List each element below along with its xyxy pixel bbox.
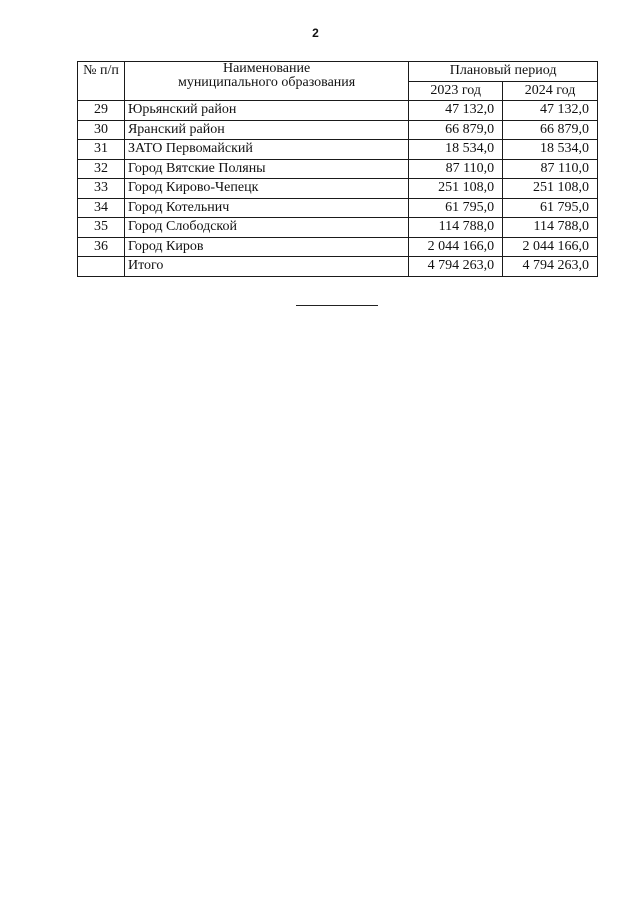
value-2024: 47 132,0 <box>503 101 598 121</box>
value-2024: 87 110,0 <box>503 159 598 179</box>
column-header-2023: 2023 год <box>409 81 503 101</box>
column-header-name-line1: Наименование <box>222 61 311 76</box>
municipality-name: Город Кирово-Чепецк <box>124 179 408 199</box>
value-2024: 66 879,0 <box>503 120 598 140</box>
row-number: 36 <box>78 237 125 257</box>
value-2023: 47 132,0 <box>409 101 503 121</box>
value-2024: 61 795,0 <box>503 198 598 218</box>
total-2024: 4 794 263,0 <box>503 257 598 277</box>
table-row <box>78 218 598 238</box>
column-header-name-line2: муниципального образования <box>177 75 356 90</box>
table-row <box>78 120 598 140</box>
row-number: 29 <box>78 101 125 121</box>
column-header-number: № п/п <box>78 62 125 101</box>
table-row <box>78 140 598 160</box>
value-2024: 114 788,0 <box>503 218 598 238</box>
municipality-name: Город Вятские Поляны <box>124 159 408 179</box>
municipality-name: Город Котельнич <box>124 198 408 218</box>
table-row <box>78 237 598 257</box>
value-2024: 251 108,0 <box>503 179 598 199</box>
total-label: Итого <box>124 257 408 277</box>
total-2023: 4 794 263,0 <box>409 257 503 277</box>
row-number: 30 <box>78 120 125 140</box>
value-2023: 114 788,0 <box>409 218 503 238</box>
value-2023: 87 110,0 <box>409 159 503 179</box>
total-row <box>78 257 598 277</box>
page-number: 2 <box>312 26 319 40</box>
municipality-name: Яранский район <box>124 120 408 140</box>
column-header-2024: 2024 год <box>503 81 598 101</box>
municipality-name: Город Слободской <box>124 218 408 238</box>
municipality-name: Юрьянский район <box>124 101 408 121</box>
table-row <box>78 101 598 121</box>
column-header-period: Плановый период <box>409 62 598 82</box>
value-2024: 18 534,0 <box>503 140 598 160</box>
row-number: 34 <box>78 198 125 218</box>
row-number: 31 <box>78 140 125 160</box>
table-header-row <box>78 62 598 82</box>
municipality-name: Город Киров <box>124 237 408 257</box>
value-2023: 251 108,0 <box>409 179 503 199</box>
table-row <box>78 198 598 218</box>
value-2023: 2 044 166,0 <box>409 237 503 257</box>
total-row-number <box>78 257 125 277</box>
table-row <box>78 159 598 179</box>
value-2023: 18 534,0 <box>409 140 503 160</box>
value-2023: 66 879,0 <box>409 120 503 140</box>
value-2023: 61 795,0 <box>409 198 503 218</box>
end-divider-line <box>296 305 378 306</box>
row-number: 33 <box>78 179 125 199</box>
budget-table <box>77 61 598 277</box>
table-row <box>78 179 598 199</box>
municipality-name: ЗАТО Первомайский <box>124 140 408 160</box>
value-2024: 2 044 166,0 <box>503 237 598 257</box>
row-number: 35 <box>78 218 125 238</box>
column-header-name <box>124 62 408 101</box>
row-number: 32 <box>78 159 125 179</box>
